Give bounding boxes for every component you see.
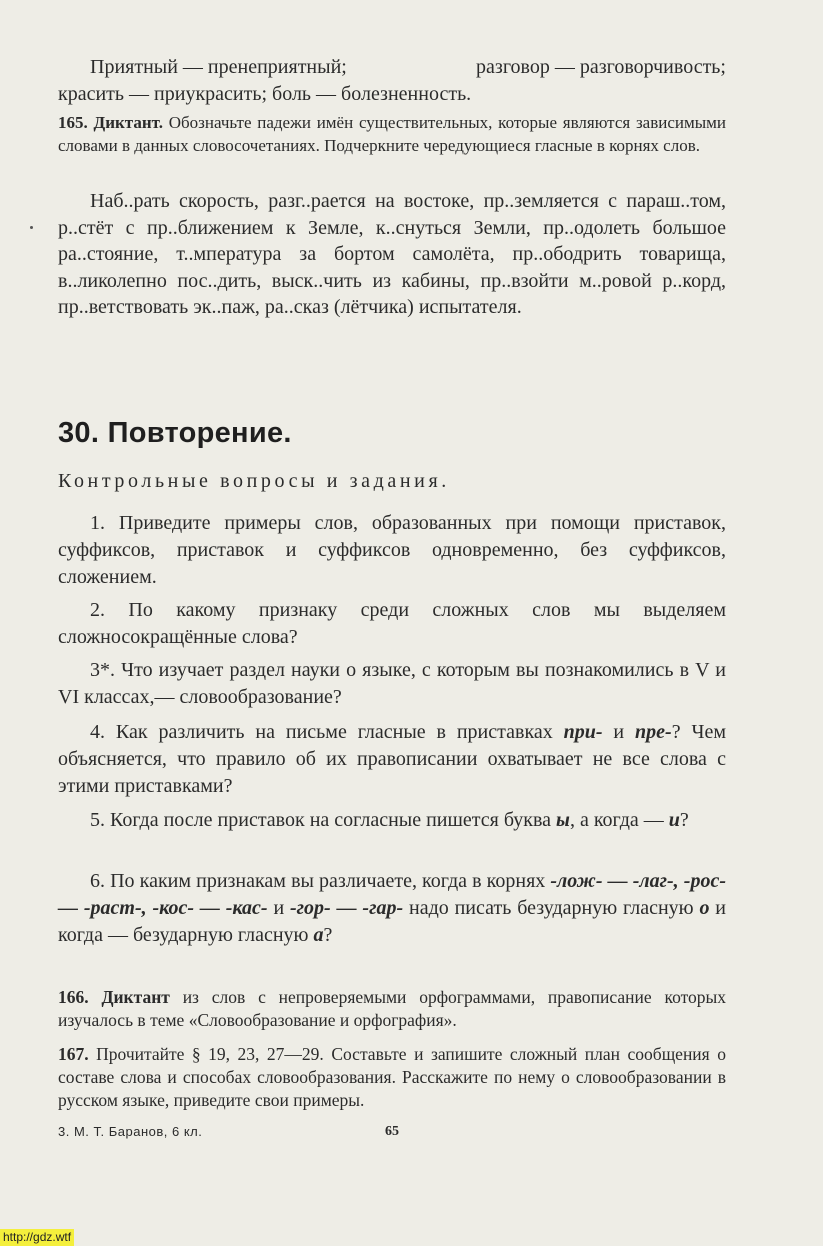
scan-speck	[30, 226, 33, 229]
question-6-text: 6. По каким признакам вы различаете, когда в корнях	[90, 870, 551, 892]
exercise-instruction: Обозначьте падежи имён существительных, которые являются зависимыми словами в данных словосочетаниях. Подчеркните чередующиеся гласные в корнях слов.	[58, 113, 727, 155]
section-subtitle: Контрольные вопросы и задания.	[58, 470, 450, 492]
page-number: 65	[385, 1124, 399, 1139]
question-6-joiner: и	[267, 897, 291, 919]
question-3: 3*. Что изучает раздел науки о языке, с которым вы познакомились в V и VI классах,— словообразование?	[58, 659, 726, 708]
watermark-link[interactable]: http://gdz.wtf	[0, 1229, 74, 1246]
exercise-166	[58, 986, 726, 1032]
question-4-joiner: и	[602, 721, 636, 743]
question-5-end: ?	[679, 809, 689, 831]
question-6	[58, 868, 726, 949]
word-pairs-line1-left: Приятный — пренеприятный;	[90, 56, 347, 78]
question-5-joiner: , а когда —	[569, 809, 669, 831]
letter-a: а	[313, 924, 324, 946]
question-1: 1. Приведите примеры слов, образованных при помощи приставок, суффиксов, приставок и суффиксов одновременно, без суффиксов, сложением.	[58, 512, 726, 588]
word-pairs-line1-right: разговор — разговорчивость;	[476, 56, 726, 78]
footer-signature: 3. М. Т. Баранов, 6 кл.	[58, 1124, 203, 1139]
exercise-number: 166.	[58, 987, 89, 1007]
exercise-text: из слов с непроверяемыми орфограммами, правописание которых изучалось в теме «Словообразование и орфография».	[58, 987, 727, 1030]
exercise-label: Диктант	[101, 987, 170, 1007]
section-title: 30. Повторение.	[58, 417, 292, 449]
question-5-text: 5. Когда после приставок на согласные пишется буква	[90, 809, 557, 831]
question-6-end: ?	[323, 924, 333, 946]
exercise-165-instruction	[58, 111, 726, 157]
question-4-text: 4. Как различить на письме гласные в приставках	[90, 721, 564, 743]
word-pairs-line2: красить — приукрасить; боль — болезненность.	[58, 83, 472, 105]
exercise-text: Прочитайте § 19, 23, 27—29. Составьте и запишите сложный план сообщения о составе слова и способах словообразования. Расскажите по нему о словообразовании в русском языке, приведите свои примеры.	[58, 1044, 726, 1110]
letter-i: и	[668, 809, 680, 831]
word-pairs	[58, 54, 726, 108]
exercise-165-text: Наб..рать скорость, разг..рается на востоке, пр..земляется с параш..том, р..стёт с пр..ближением к Земле, к..снуться Земли, пр..одолеть большое ра..стояние, т..мпература за бортом самолёта, пр..ободрить товарища, в..ликолепно пос..дить, выск..чить из кабины, пр..взойти м..ровой р..корд, пр..ветствовать эк..паж, ра..сказ (лётчика) испытателя.	[58, 190, 726, 318]
prefix-pri: при-	[563, 721, 603, 743]
question-6-part: надо писать безударную гласную	[403, 897, 700, 919]
exercise-167	[58, 1043, 726, 1112]
roots-group-1: -лож- — -лаг-, -рос- — -раст-, -кос- — -кас-	[58, 870, 726, 919]
exercise-number: 167.	[58, 1044, 89, 1064]
exercise-number: 165.	[58, 113, 88, 132]
question-4-rest: ? Чем объясняется, что правило об их правописании охватывает не все слова с этими приставками?	[58, 721, 726, 797]
question-6-part-2: и когда — безударную гласную	[58, 897, 727, 946]
letter-o: о	[699, 897, 710, 919]
prefix-pre: пре-	[635, 721, 672, 743]
question-4	[58, 719, 726, 800]
question-5	[58, 807, 726, 834]
exercise-label: Диктант.	[93, 113, 163, 132]
letter-y: ы	[556, 809, 570, 831]
roots-group-2: -гор- — -гар-	[290, 897, 404, 919]
question-2: 2. По какому признаку среди сложных слов мы выделяем сложносокращённые слова?	[58, 599, 726, 648]
